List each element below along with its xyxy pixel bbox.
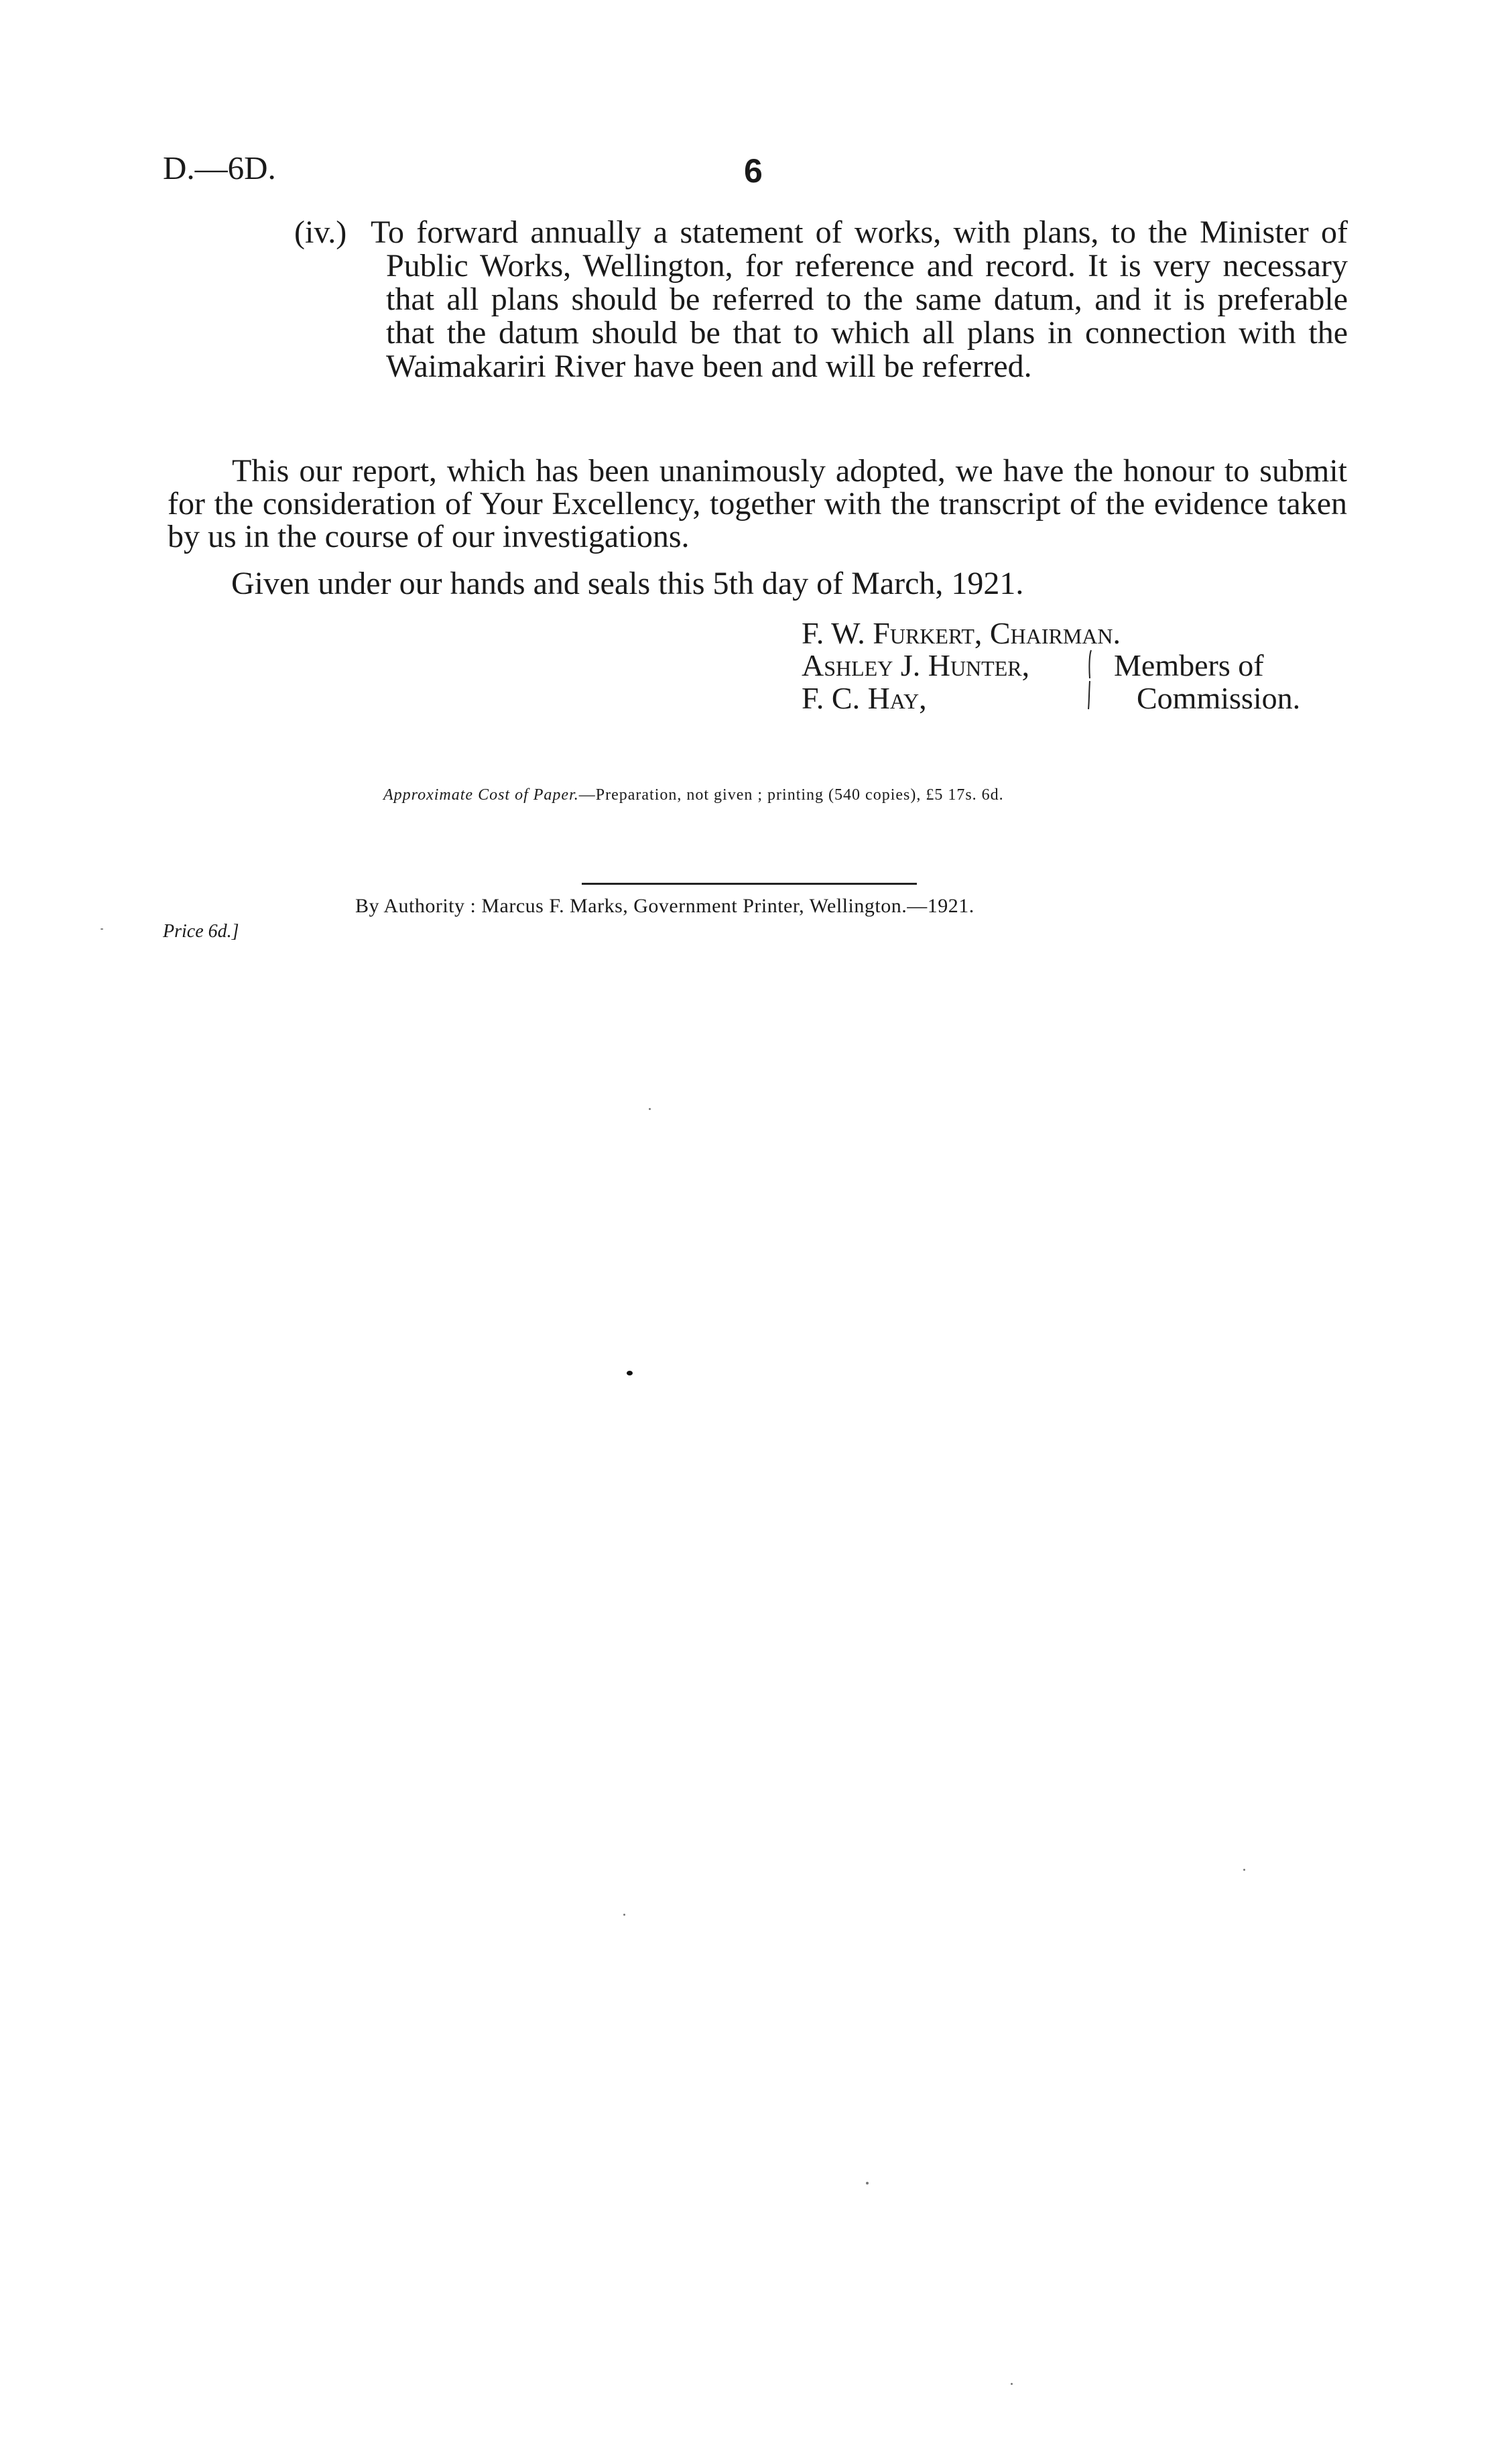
- scan-speck: [101, 928, 103, 930]
- price-label: Price 6d.]: [163, 921, 239, 942]
- cost-of-paper: [383, 786, 1004, 804]
- page-number: 6: [744, 152, 763, 190]
- scan-speck: [1011, 2383, 1013, 2385]
- scan-speck: [866, 2182, 869, 2184]
- scan-speck: [627, 1371, 633, 1375]
- divider-rule: [582, 883, 917, 885]
- signatory-member-2: F. C. Hay,: [802, 681, 927, 715]
- printer-authority: By Authority : Marcus F. Marks, Government Printer, Wellington.—1921.: [355, 895, 974, 917]
- item-number: (iv.): [294, 214, 347, 250]
- cost-label: Approximate Cost of Paper.: [383, 786, 579, 804]
- members-label-2: Commission.: [1137, 681, 1301, 715]
- signatory-member-1: Ashley J. Hunter,: [802, 648, 1030, 682]
- report-paragraph: This our report, which has been unanimously adopted, we have the honour to submit for the consideration of Your Excellency, together with the transcript of the evidence taken by us in the course of our investigations.: [168, 453, 1347, 554]
- list-item-iv: [252, 216, 1348, 383]
- brace-icon: [1087, 649, 1094, 711]
- scan-speck: [1243, 1869, 1245, 1871]
- cost-text: —Preparation, not given ; printing (540 copies), £5 17s. 6d.: [578, 786, 1004, 804]
- given-paragraph: Given under our hands and seals this 5th day of March, 1921.: [231, 566, 1024, 601]
- document-reference: D.—6D.: [163, 149, 276, 186]
- scan-speck: [649, 1108, 651, 1110]
- signatory-chairman: F. W. Furkert, Chairman.: [802, 616, 1121, 650]
- item-text: To forward annually a statement of works, with plans, to the Minister of Public Works, Wellington, for reference and record. It is very necessary that all plans should be referred to the same datum, and it is preferable that the datum should be that to which all plans in connection with the Waimakariri River have been and will be referred.: [371, 214, 1348, 384]
- members-label-1: Members of: [1114, 648, 1264, 682]
- scan-speck: [623, 1914, 625, 1916]
